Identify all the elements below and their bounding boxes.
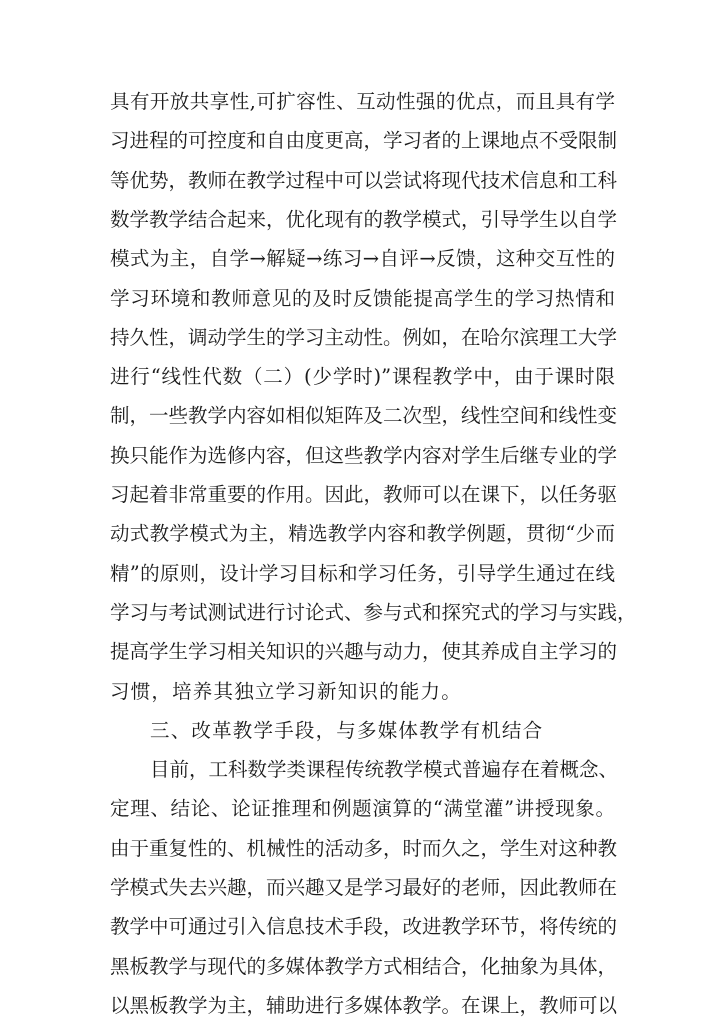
paragraph-last-line: 习惯，培养其独立学习新知识的能力。 (110, 679, 462, 703)
text-line: 换只能作为选修内容，但这些教学内容对学生后继专业的学 (110, 443, 618, 467)
text-line: 等优势，教师在教学过程中可以尝试将现代技术信息和工科 (110, 168, 618, 192)
text-line: 具有开放共享性,可扩容性、互动性强的优点，而且具有学 (110, 90, 615, 113)
text-line: 制，一些教学内容如相似矩阵及二次型，线性空间和线性变 (110, 404, 618, 428)
text-line: 进行“线性代数（二）(少学时)”课程教学中，由于课时限 (110, 365, 615, 389)
text-line: 习起着非常重要的作用。因此，教师可以在课下，以任务驱 (110, 483, 618, 506)
text-line: 定理、结论、论证推理和例题演算的“满堂灌”讲授现象。 (110, 797, 615, 821)
text-line: 持久性，调动学生的学习主动性。例如，在哈尔滨理工大学 (110, 325, 618, 349)
text-line: 精”的原则，设计学习目标和学习任务，引导学生通过在线 (110, 561, 615, 585)
text-line: 由于重复性的、机械性的活动多，时而久之，学生对这种教 (110, 836, 618, 860)
paragraph-first-line: 目前，工科数学类课程传统教学模式普遍存在着概念、 (150, 758, 619, 782)
text-line: 学模式失去兴趣，而兴趣又是学习最好的老师，因此教师在 (110, 876, 618, 899)
text-line: 数学教学结合起来，优化现有的教学模式，引导学生以自学 (110, 207, 618, 231)
text-line: 模式为主，自学→解疑→练习→自评→反馈，这种交互性的 (110, 247, 615, 271)
text-line: 提高学生学习相关知识的兴趣与动力，使其养成自主学习的 (110, 640, 618, 664)
text-line: 动式教学模式为主，精选教学内容和教学例题，贯彻“少而 (110, 522, 615, 546)
text-line: 学习与考试测试进行讨论式、参与式和探究式的学习与实践， (110, 600, 637, 624)
text-line: 教学中可通过引入信息技术手段，改进教学环节，将传统的 (110, 915, 618, 939)
text-line: 习进程的可控度和自由度更高，学习者的上课地点不受限制 (110, 129, 618, 153)
text-line: 学习环境和教师意见的及时反馈能提高学生的学习热情和 (110, 286, 615, 310)
text-line: 以黑板教学为主，辅助进行多媒体教学。在课上，教师可以 (110, 993, 618, 1017)
section-heading: 三、改革教学手段，与多媒体教学有机结合 (150, 718, 544, 742)
text-line: 黑板教学与现代的多媒体教学方式相结合，化抽象为具体， (110, 954, 618, 978)
